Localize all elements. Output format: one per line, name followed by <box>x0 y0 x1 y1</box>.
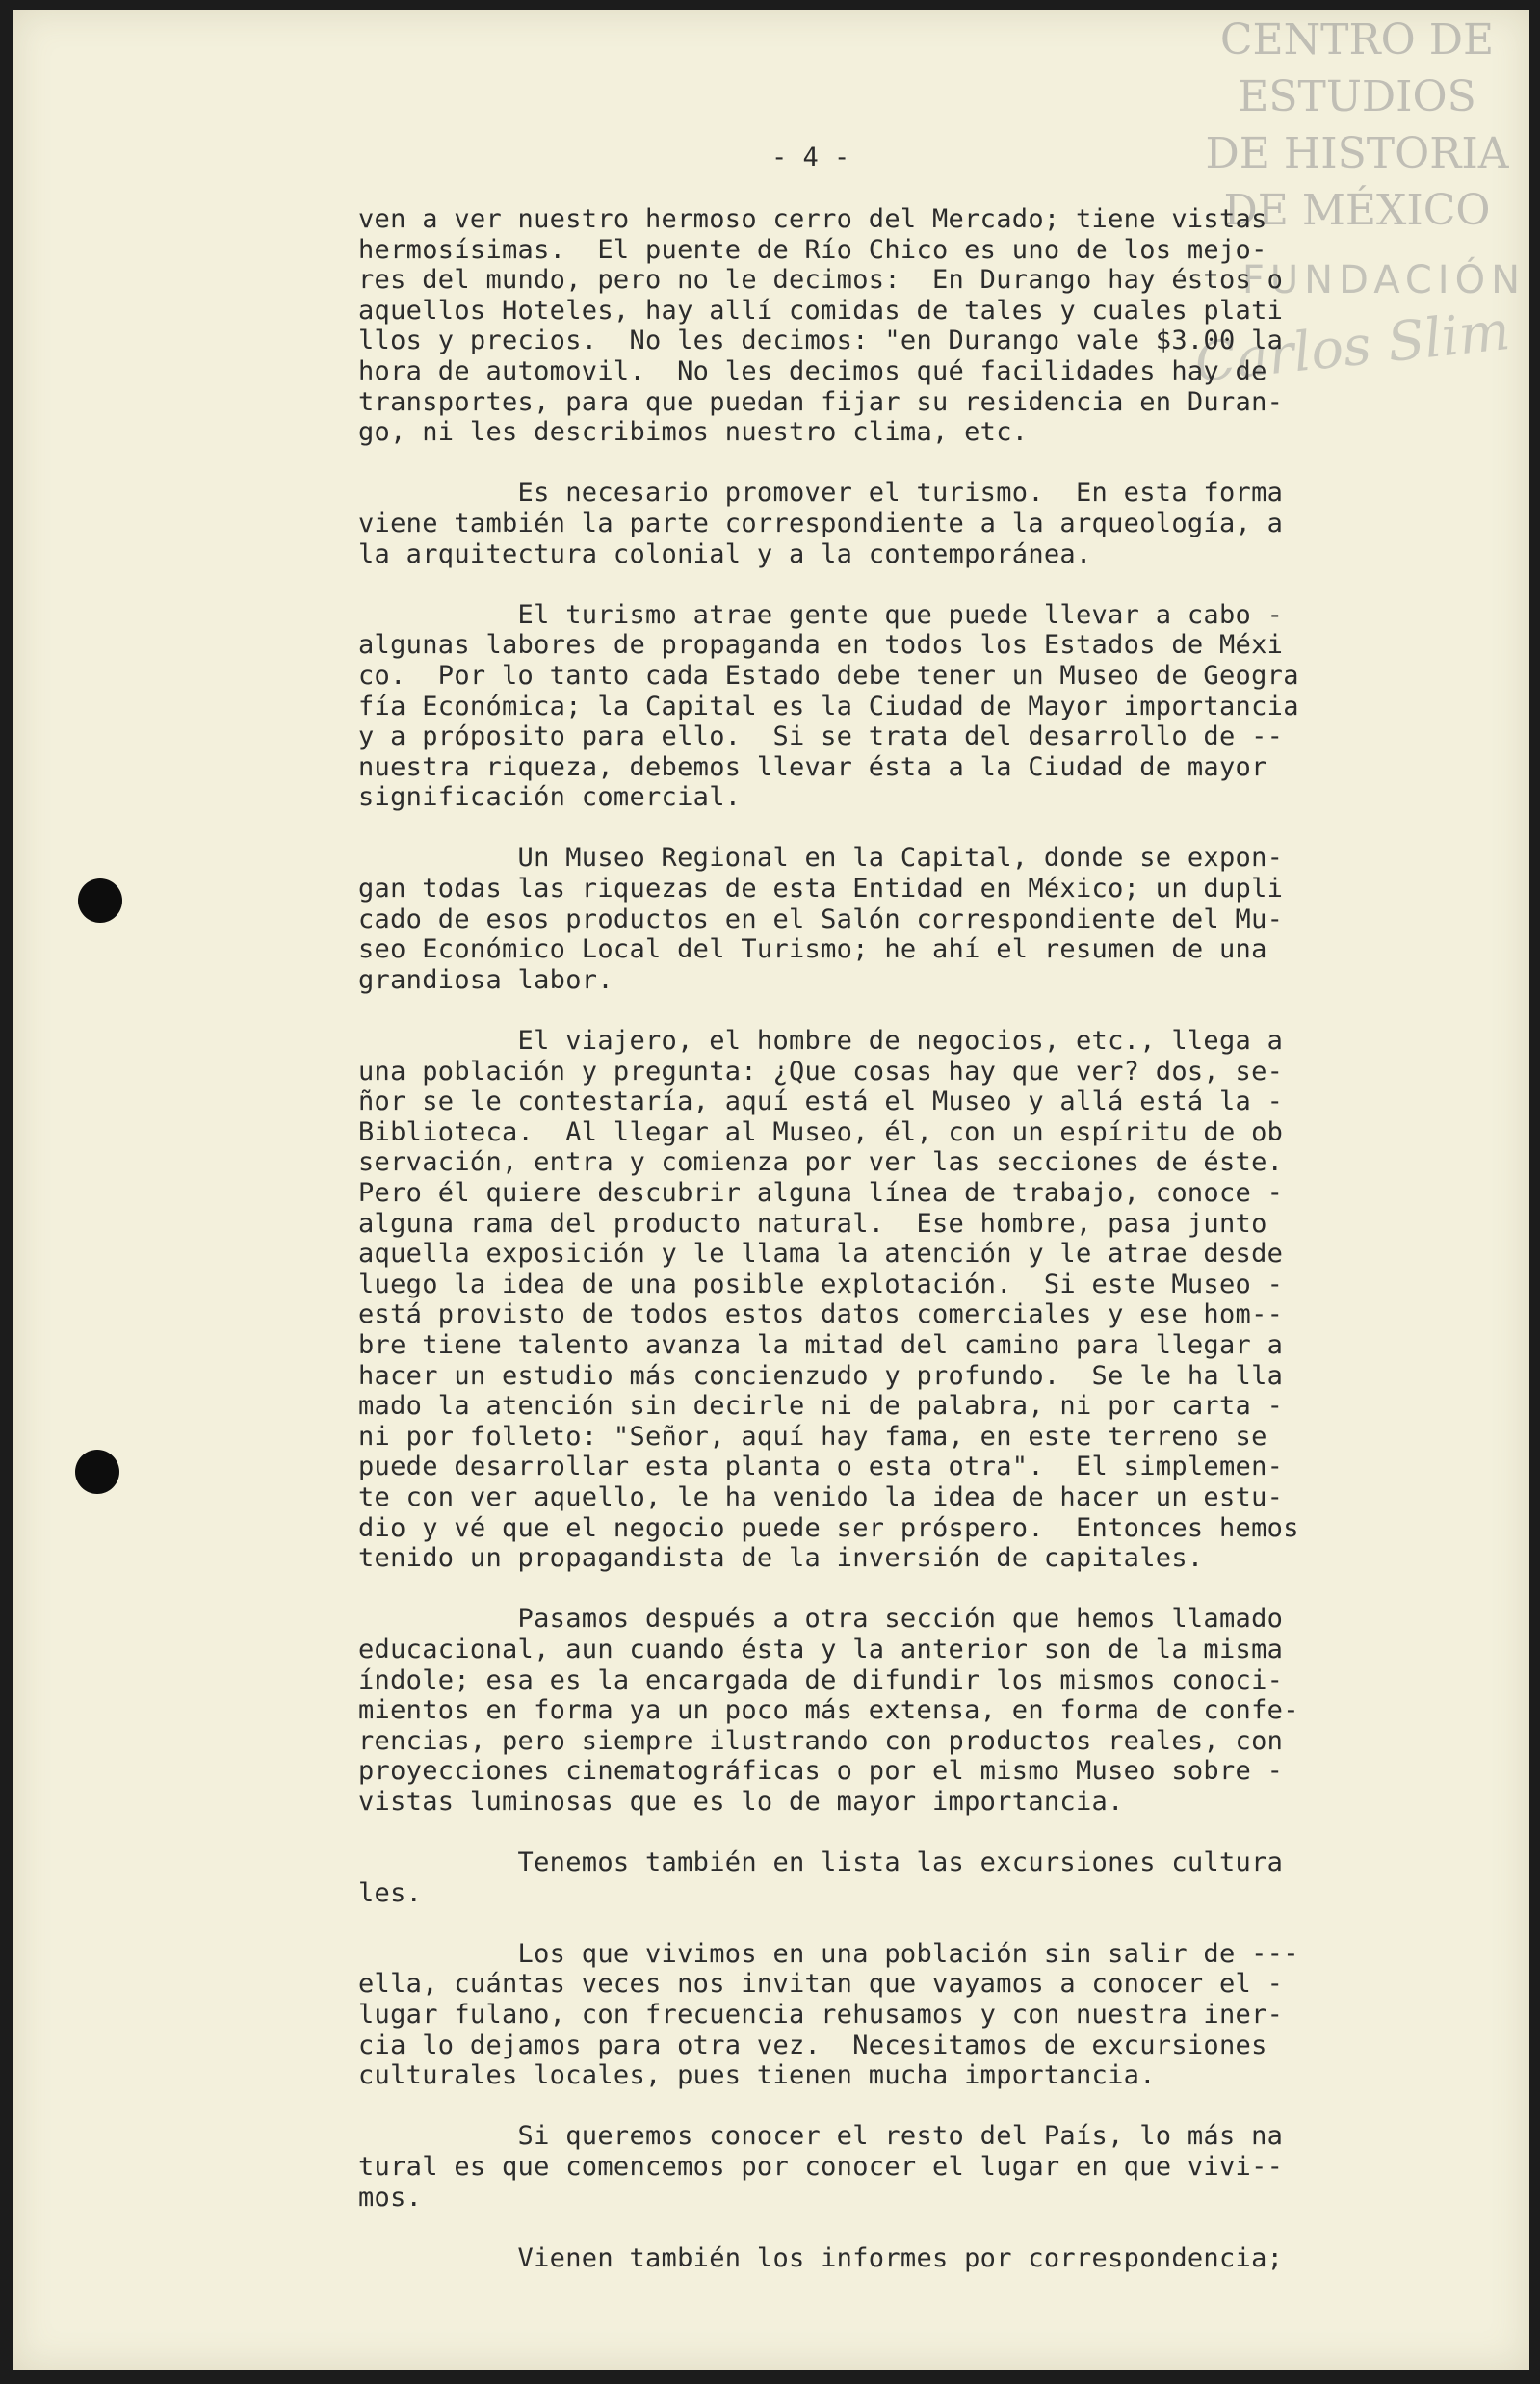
text-line: la arquitectura colonial y a la contemporánea. <box>358 538 1092 569</box>
text-line: ella, cuántas veces nos invitan que vayamos a conocer el - <box>358 1969 1284 2000</box>
text-line: Un Museo Regional en la Capital, donde se expon- <box>358 843 1284 874</box>
paragraph <box>358 478 1437 569</box>
text-line: Tenemos también en lista las excursiones cultura <box>358 1847 1284 1878</box>
text-line: índole; esa es la encargada de difundir los mismos conoci- <box>358 1664 1284 1695</box>
paragraph <box>358 1604 1437 1817</box>
text-line: Biblioteca. Al llegar al Museo, él, con un espíritu de ob <box>358 1116 1284 1147</box>
paragraph <box>358 843 1437 995</box>
paragraph <box>358 204 1437 448</box>
text-line: puede desarrollar esta planta o esta otra". El simplemen- <box>358 1452 1284 1482</box>
text-line: ven a ver nuestro hermoso cerro del Mercado; tiene vistas <box>358 204 1267 234</box>
text-line: algunas labores de propaganda en todos los Estados de Méxi <box>358 630 1284 661</box>
text-line: co. Por lo tanto cada Estado debe tener un Museo de Geogra <box>358 660 1299 691</box>
text-line: mado la atención sin decirle ni de palabra, ni por carta - <box>358 1391 1284 1422</box>
text-line: proyecciones cinematográficas o por el mismo Museo sobre - <box>358 1756 1284 1787</box>
text-line: Vienen también los informes por correspondencia; <box>358 2242 1284 2273</box>
paragraph <box>358 2243 1437 2274</box>
punch-hole <box>78 878 122 923</box>
text-line: transportes, para que puedan fijar su residencia en Duran- <box>358 386 1284 417</box>
paragraph <box>358 1026 1437 1574</box>
text-line: nuestra riqueza, debemos llevar ésta a la Ciudad de mayor <box>358 751 1267 782</box>
text-line: te con ver aquello, le ha venido la idea de hacer un estu- <box>358 1481 1284 1512</box>
text-line: dio y vé que el negocio puede ser próspero. Entonces hemos <box>358 1512 1299 1543</box>
text-line: culturales locales, pues tienen mucha importancia. <box>358 2060 1156 2091</box>
text-line: vistas luminosas que es lo de mayor importancia. <box>358 1786 1124 1817</box>
text-line: servación, entra y comienza por ver las secciones de éste. <box>358 1147 1284 1178</box>
text-line: Pasamos después a otra sección que hemos llamado <box>358 1604 1284 1635</box>
watermark-line: ESTUDIOS <box>1238 72 1476 121</box>
document-page <box>13 10 1529 2370</box>
text-line: y a próposito para ello. Si se trata del desarrollo de -- <box>358 721 1284 752</box>
text-line: mientos en forma ya un poco más extensa, en forma de confe- <box>358 1695 1299 1726</box>
text-line: cia lo dejamos para otra vez. Necesitamos de excursiones <box>358 2030 1267 2060</box>
text-line: grandiosa labor. <box>358 964 613 995</box>
text-line: luego la idea de una posible explotación. Si este Museo - <box>358 1269 1284 1299</box>
text-line: cado de esos productos en el Salón correspondiente del Mu- <box>358 904 1284 934</box>
watermark-line: CENTRO DE <box>1219 15 1495 65</box>
paragraph <box>358 1939 1437 2091</box>
watermark-line: DE HISTORIA <box>1205 129 1509 178</box>
paragraph <box>358 1847 1437 1908</box>
text-line: hermosísimas. El puente de Río Chico es uno de los mejo- <box>358 234 1267 265</box>
punch-hole <box>75 1450 119 1494</box>
text-line: llos y precios. No les decimos: "en Durango vale $3.00 la <box>358 326 1284 356</box>
text-line: significación comercial. <box>358 782 742 813</box>
paragraph <box>358 600 1437 813</box>
watermark-foundation: FUNDACIÓN <box>1241 258 1526 302</box>
text-line: hora de automovil. No les decimos qué facilidades hay de <box>358 355 1267 386</box>
text-line: Si queremos conocer el resto del País, lo más na <box>358 2121 1284 2152</box>
text-line: les. <box>358 1877 423 1908</box>
text-line: mos. <box>358 2182 423 2213</box>
text-line: Pero él quiere descubrir alguna línea de trabajo, conoce - <box>358 1178 1284 1208</box>
text-line: seo Económico Local del Turismo; he ahí el resumen de una <box>358 934 1267 965</box>
text-line: viene también la parte correspondiente a la arqueología, a <box>358 508 1284 538</box>
watermark-line: DE MÉXICO <box>1223 186 1491 235</box>
watermark-signature: Carlos Slim <box>1191 300 1513 395</box>
text-line: Los que vivimos en una población sin salir de --- <box>358 1938 1299 1969</box>
text-line: res del mundo, pero no le decimos: En Durango hay éstos o <box>358 265 1284 296</box>
text-line: hacer un estudio más concienzudo y profundo. Se le ha lla <box>358 1360 1284 1391</box>
text-line: fía Económica; la Capital es la Ciudad de Mayor importancia <box>358 691 1299 721</box>
text-line: tenido un propagandista de la inversión de capitales. <box>358 1543 1204 1574</box>
text-line: una población y pregunta: ¿Que cosas hay que ver? dos, se- <box>358 1056 1284 1087</box>
text-line: go, ni les describimos nuestro clima, etc. <box>358 417 1029 448</box>
page-number: - 4 - <box>771 143 850 172</box>
text-line: rencias, pero siempre ilustrando con productos reales, con <box>358 1725 1284 1756</box>
text-line: alguna rama del producto natural. Ese hombre, pasa junto <box>358 1208 1267 1239</box>
text-line: El turismo atrae gente que puede llevar a cabo - <box>358 599 1284 630</box>
text-line: está provisto de todos estos datos comerciales y ese hom-- <box>358 1299 1284 1330</box>
text-line: aquella exposición y le llama la atención y le atrae desde <box>358 1239 1284 1270</box>
text-line: ni por folleto: "Señor, aquí hay fama, en este terreno se <box>358 1421 1267 1452</box>
text-line: El viajero, el hombre de negocios, etc., llega a <box>358 1026 1284 1057</box>
text-line: gan todas las riquezas de esta Entidad en México; un dupli <box>358 874 1284 904</box>
text-line: bre tiene talento avanza la mitad del camino para llegar a <box>358 1329 1284 1360</box>
text-line: educacional, aun cuando ésta y la anterior son de la misma <box>358 1634 1284 1664</box>
text-line: ñor se le contestaría, aquí está el Museo y allá está la - <box>358 1087 1284 1117</box>
typewritten-body <box>358 204 1437 2273</box>
paragraph <box>358 2121 1437 2213</box>
text-line: aquellos Hoteles, hay allí comidas de tales y cuales plati <box>358 295 1284 326</box>
text-line: lugar fulano, con frecuencia rehusamos y con nuestra iner- <box>358 2000 1284 2030</box>
text-line: tural es que comencemos por conocer el lugar en que vivi-- <box>358 2152 1284 2182</box>
text-line: Es necesario promover el turismo. En esta forma <box>358 478 1284 509</box>
